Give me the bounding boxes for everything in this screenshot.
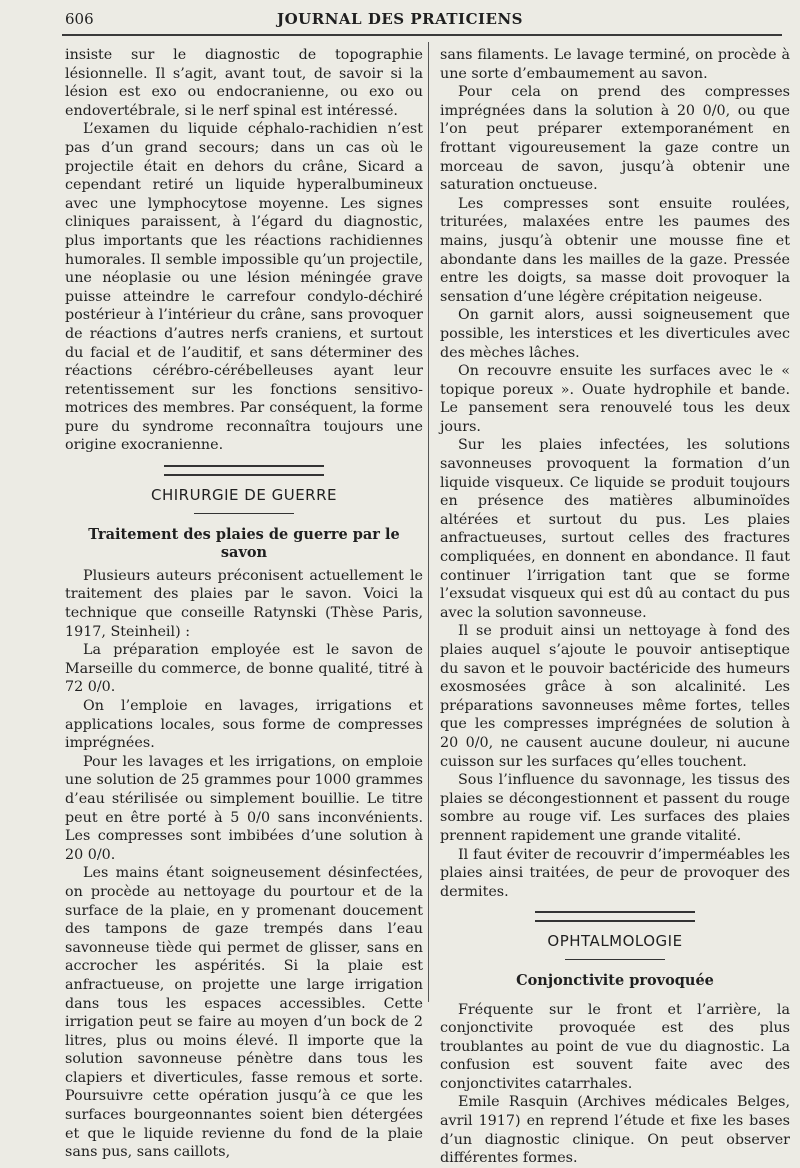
paragraph: Il se produit ainsi un nettoyage à fond des plaies auquel s’ajoute le pouvoir antiseptique du savon et le pouvoir bactéricide des humeurs exosmosées grâce à son alcalinité. Les préparations savonneuses même fortes, telles que les compresses imprégnées de solution à 20 0/0, ne causent aucune douleur, ni aucune cuisson sur les surfaces qu’elles touchent. (440, 623, 790, 770)
title-rule (565, 959, 665, 960)
section-title-ophtalmologie: OPHTALMOLOGIE (547, 932, 683, 951)
paragraph: On l’emploie en lavages, irrigations et applications locales, sous forme de compresses imprégnées. (65, 698, 423, 752)
paragraph: Les mains étant soigneusement désinfectées, on procède au nettoyage du pourtour et de la surface de la plaie, en y promenant doucement des tampons de gaze trempés dans l’eau savonneuse tiède qui permet de glisser, sans en accrocher les aspérités. Si la plaie est anfractueuse, on projette une large irrigation dans tous les espaces accessibles. Cette irrigation peut se faire au moyen d’un bock de 2 litres, plus ou moins élevé. Il importe que la solution savonneuse pénètre dans tous les clapiers et diverticules, fasse remous et sorte. Poursuivre cette opération jusqu’à ce que les surfaces bourgeonnantes soient bien détergées et que le liquide revienne du fond de la plaie sans pus, sans caillots, (65, 865, 423, 1161)
article-title-savon: Traitement des plaies de guerre par le savon (88, 525, 400, 562)
paragraph: sans filaments. Le lavage terminé, on procède à une sorte d’embaumement au savon. (440, 47, 790, 82)
page-number: 606 (65, 10, 94, 28)
paragraph: L’examen du liquide céphalo-rachidien n’est pas d’un grand secours; dans un cas où le projectile était en dehors du crâne, Sicard a cependant retiré un liquide hyperalbumineux avec une lymphocytose moyenne. Les signes cliniques paraissent, à l’égard du diagnostic, plus importants que les réactions rachidiennes humorales. Il semble impossible qu’un projectile, une néoplasie ou une lésion méningée grave puisse atteindre le carrefour condylo-déchiré postérieur à l’intérieur du crâne, sans provoquer de réactions d’autres nerfs craniens, et surtout du facial et de l’auditif, et sans déterminer des réactions cérébro-cérébelleuses ayant leur retentissement sur les fonctions sensitivo-motrices des membres. Par conséquent, la forme pure du syndrome reconnaîtra toujours une origine exocranienne. (65, 121, 423, 454)
paragraph: On recouvre ensuite les surfaces avec le « topique poreux ». Ouate hydrophile et bande. Le pansement sera renouvelé tous les deux jours. (440, 363, 790, 435)
paragraph: Il faut éviter de recouvrir d’imperméables les plaies ainsi traitées, de peur de provoquer des dermites. (440, 846, 790, 900)
section-ornament (164, 465, 324, 476)
left-column (65, 46, 423, 1162)
article-title-conjonctivite: Conjonctivite provoquée (516, 971, 714, 989)
title-rule (194, 513, 294, 514)
page-header (0, 8, 800, 34)
section-ornament (535, 911, 695, 922)
paragraph: Les compresses sont ensuite roulées, triturées, malaxées entre les paumes des mains, jusqu’à obtenir une mousse fine et abondante dans les mailles de la gaze. Pressée entre les doigts, sa masse doit provoquer la sensation d’une légère crépitation neigeuse. (440, 195, 790, 305)
paragraph: Sous l’influence du savonnage, les tissus des plaies se décongestionnent et passent du rouge sombre au rouge vif. Les surfaces des plaies prennent rapidement une grande vitalité. (440, 772, 790, 844)
journal-title: JOURNAL DES PRATICIENS (277, 10, 523, 28)
paragraph: Pour cela on prend des compresses imprégnées dans la solution à 20 0/0, ou que l’on peut préparer extemporanément en frottant vigoureusement la gaze contre un morceau de savon, jusqu’à obtenir une saturation onctueuse. (440, 84, 790, 194)
paragraph: On garnit alors, aussi soigneusement que possible, les interstices et les diverticules avec des mèches lâches. (440, 307, 790, 361)
paragraph: Fréquente sur le front et l’arrière, la conjonctivite provoquée est des plus troublantes au point de vue du diagnostic. La confusion est souvent faite avec des conjonctivites catarrhales. (440, 1001, 790, 1092)
paragraph: Sur les plaies infectées, les solutions savonneuses provoquent la formation d’un liquide visqueux. Ce liquide se produit toujours en présence des matières albuminoïdes altérées et surtout du pus. Les plaies anfractueuses, surtout celles des fractures compliquées, en donnent en abondance. Il faut continuer l’irrigation tant que se forme l’exsudat visqueux qui est dû au contact du pus avec la solution savonneuse. (440, 437, 790, 621)
right-column (440, 46, 790, 1168)
paragraph: insiste sur le diagnostic de topographie lésionnelle. Il s’agit, avant tout, de savoir si la lésion est exo ou endocranienne, ou exo ou endovertébrale, si le nerf spinal est intéressé. (65, 47, 423, 119)
column-divider (428, 42, 429, 1002)
paragraph: Emile Rasquin (Archives médicales Belges, avril 1917) en reprend l’étude et fixe les bases d’un diagnostic clinique. On peut observer différentes formes. (440, 1094, 790, 1167)
paragraph: Pour les lavages et les irrigations, on emploie une solution de 25 grammes pour 1000 grammes d’eau stérilisée ou simplement bouillie. Le titre peut en être porté à 5 0/0 sans inconvénients. Les compresses sont imbibées d’une solution à 20 0/0. (65, 753, 423, 863)
paragraph: Plusieurs auteurs préconisent actuellement le traitement des plaies par le savon. Voici la technique que conseille Ratynski (Thèse Paris, 1917, Steinheil) : (65, 567, 423, 640)
paragraph: La préparation employée est le savon de Marseille du commerce, de bonne qualité, titré à 72 0/0. (65, 642, 423, 696)
section-title-chirurgie: CHIRURGIE DE GUERRE (151, 486, 337, 505)
header-rule (62, 34, 782, 36)
